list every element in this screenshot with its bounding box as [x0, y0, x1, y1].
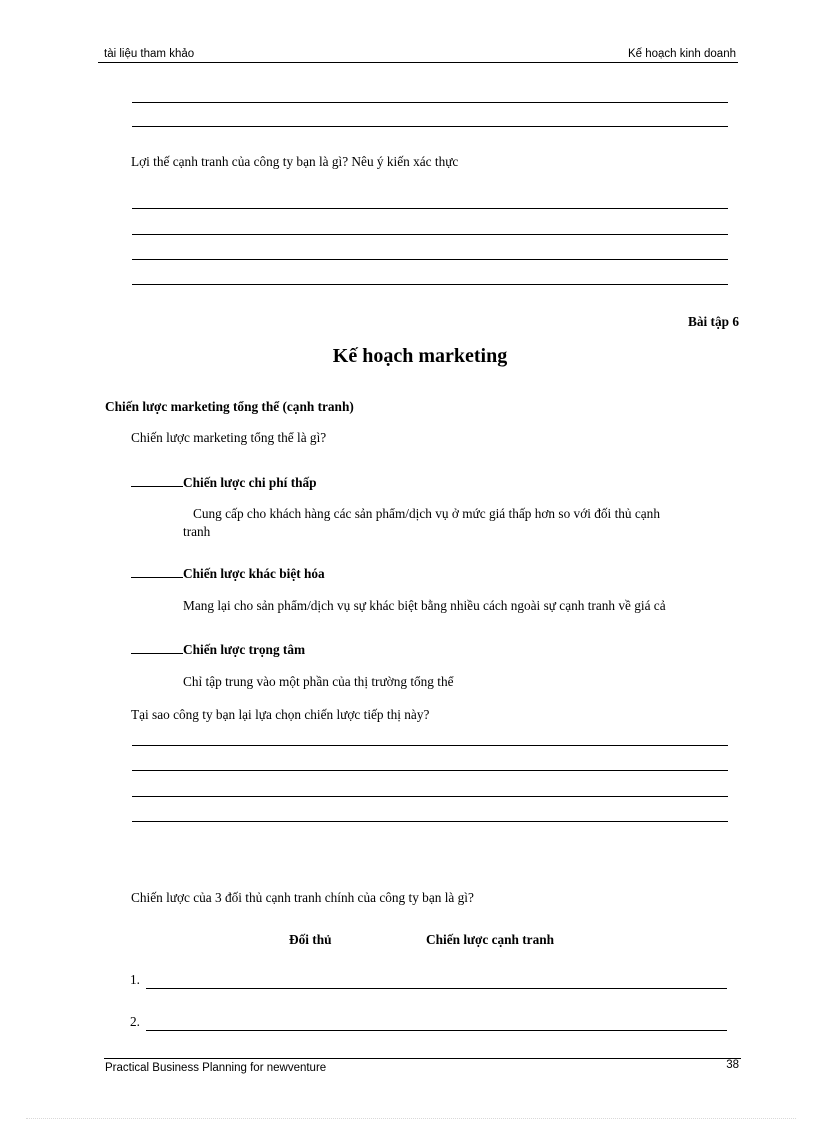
question-why: Tại sao công ty bạn lại lựa chọn chiến lược tiếp thị này?	[131, 707, 430, 722]
row-number: 2.	[130, 1014, 140, 1029]
footer-rule	[104, 1058, 741, 1059]
option-low-cost	[131, 474, 317, 491]
page-number: 38	[726, 1059, 739, 1071]
answer-line[interactable]	[132, 821, 728, 822]
page-edge	[26, 1118, 796, 1119]
question-competitive-advantage: Lợi thế cạnh tranh của công ty bạn là gì? Nêu ý kiến xác thực	[131, 154, 459, 169]
competitor-answer-line[interactable]	[146, 988, 727, 989]
option-label: Chiến lược khác biệt hóa	[183, 566, 325, 581]
option-blank[interactable]	[131, 474, 183, 487]
answer-line[interactable]	[132, 745, 728, 746]
exercise-label: Bài tập 6	[688, 314, 739, 329]
competitor-answer-line[interactable]	[146, 1030, 727, 1031]
header-right: Kế hoạch kinh doanh	[627, 48, 736, 60]
answer-line[interactable]	[132, 126, 728, 127]
option-label: Chiến lược chi phí thấp	[183, 475, 317, 490]
column-header-competitor: Đối thủ	[289, 932, 332, 947]
option-description-cont: tranh	[183, 524, 211, 539]
option-differentiation	[131, 565, 325, 582]
header-left: tài liệu tham khảo	[104, 48, 195, 60]
option-blank[interactable]	[131, 641, 183, 654]
option-description: Chỉ tập trung vào một phần của thị trường tổng thể	[183, 674, 454, 689]
option-blank[interactable]	[131, 565, 183, 578]
answer-line[interactable]	[132, 796, 728, 797]
answer-line[interactable]	[132, 770, 728, 771]
section-heading: Chiến lược marketing tổng thể (cạnh tranh)	[105, 399, 354, 414]
header-rule	[98, 62, 738, 63]
answer-line[interactable]	[132, 208, 728, 209]
page-title: Kế hoạch marketing	[332, 345, 508, 367]
question-overall-strategy: Chiến lược marketing tổng thể là gì?	[131, 430, 327, 445]
answer-line[interactable]	[132, 102, 728, 103]
row-number: 1.	[130, 972, 140, 987]
column-header-strategy: Chiến lược cạnh tranh	[426, 932, 555, 947]
answer-line[interactable]	[132, 284, 728, 285]
option-focus	[131, 641, 305, 658]
option-description: Mang lại cho sản phẩm/dịch vụ sự khác biệt bằng nhiều cách ngoài sự cạnh tranh về giá cả	[183, 598, 666, 613]
option-description: Cung cấp cho khách hàng các sản phẩm/dịch vụ ở mức giá thấp hơn so với đối thủ cạnh	[193, 506, 660, 521]
answer-line[interactable]	[132, 234, 728, 235]
answer-line[interactable]	[132, 259, 728, 260]
question-competitors: Chiến lược của 3 đối thủ cạnh tranh chính của công ty bạn là gì?	[131, 890, 474, 905]
option-label: Chiến lược trọng tâm	[183, 642, 306, 657]
footer-left: Practical Business Planning for newventure	[105, 1062, 327, 1074]
